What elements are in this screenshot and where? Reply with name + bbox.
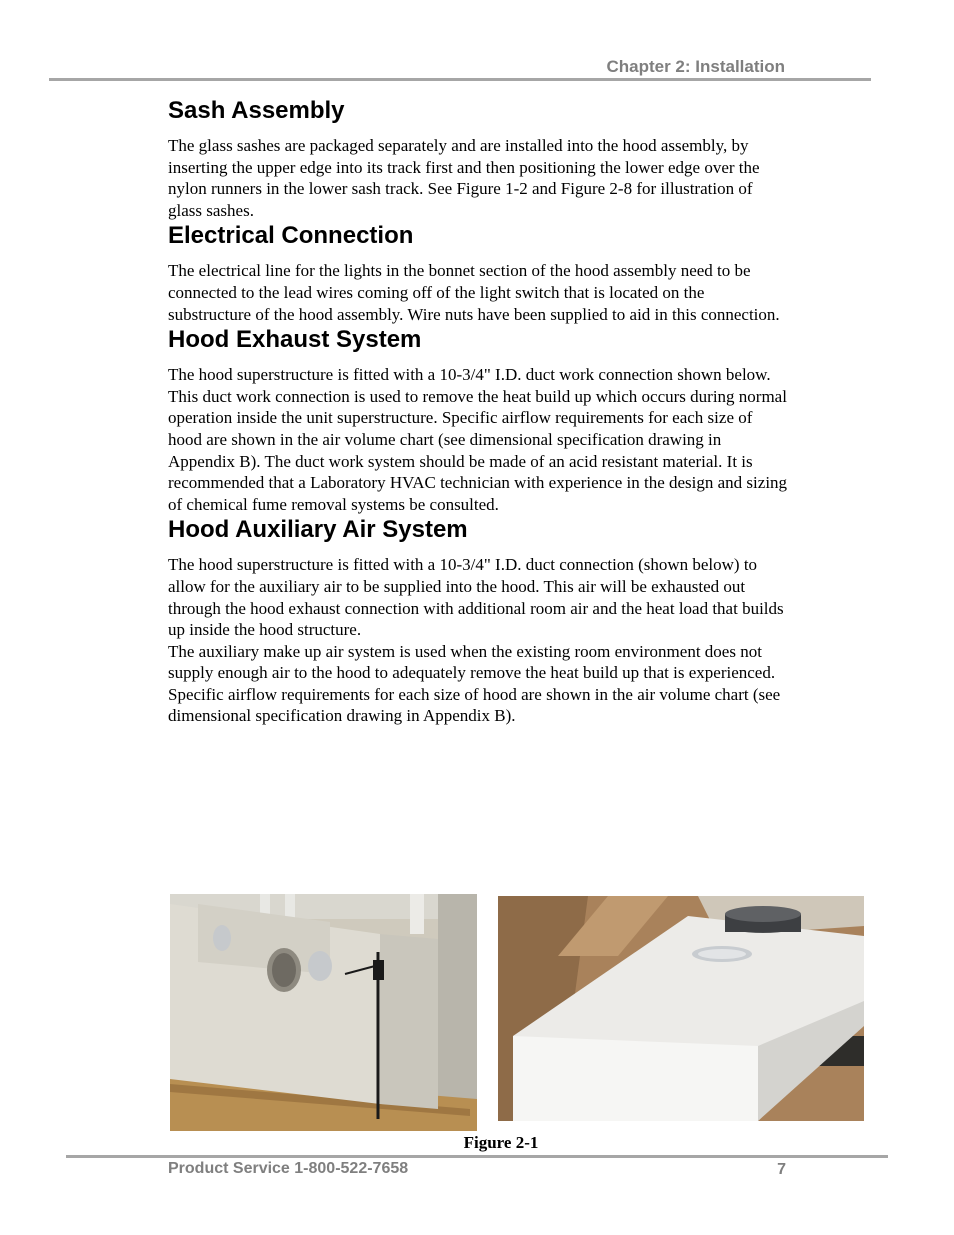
figure-caption: Figure 2-1 xyxy=(463,1133,539,1152)
footer-product-service: Product Service 1-800-522-7658 xyxy=(168,1160,409,1177)
paragraph-auxiliary-2: The auxiliary make up air system is used when the existing room environment does not supply enough air to the hood to adequately remove the heat build up that is experienced. xyxy=(168,641,776,683)
photo-hood-top xyxy=(498,896,864,1121)
running-header-chapter: Chapter 2: Installation xyxy=(606,57,785,76)
paragraph-auxiliary-1: The hood superstructure is fitted with a 10-3/4" I.D. duct connection (shown below) to allow for the auxiliary air to be supplied into the hood. This air will be exhausted out through the hood exhaust connection with additional room air and the heat load that builds up inside the hood structure. xyxy=(168,555,784,640)
paragraph-sash-assembly: The glass sashes are packaged separately and are installed into the hood assembly, by inserting the upper edge into its track first and then positioning the lower edge over the nylon runners in the lower sash track. See Figure 1-2 and Figure 2-8 for illustration of glass sashes. xyxy=(168,136,760,220)
paragraph-auxiliary-3: Specific airflow requirements for each size of hood are shown in the air volume chart (see dimensional specification drawing in Appendix B). xyxy=(168,684,781,726)
heading-sash-assembly: Sash Assembly xyxy=(168,97,345,124)
paragraph-electrical-connection: The electrical line for the lights in the bonnet section of the hood assembly need to be connected to the lead wires coming off of the light switch that is located on the substructure of the hood assembly. Wire nuts have been supplied to aid in this connection. xyxy=(168,261,780,324)
header-rule xyxy=(49,78,871,81)
heading-hood-auxiliary-air-system: Hood Auxiliary Air System xyxy=(168,516,468,544)
photo-hood-front xyxy=(170,894,477,1131)
heading-electrical-connection: Electrical Connection xyxy=(168,222,414,250)
paragraph-hood-exhaust-system: The hood superstructure is fitted with a 10-3/4" I.D. duct work connection shown below. This duct work connection is used to remove the heat build up which occurs during normal operation inside the unit superstructure. Specific airflow requirements for each size of hood are shown in the air volume chart (see dimensional specification drawing in Appendix B). The duct work system should be made of an acid resistant material. It is recommended that a Laboratory HVAC technician with experience in the design and sizing of chemical fume removal systems be consulted. xyxy=(168,365,788,514)
footer-rule xyxy=(66,1155,888,1158)
page-number: 7 xyxy=(777,1161,786,1178)
page-content xyxy=(168,96,788,727)
heading-hood-exhaust-system: Hood Exhaust System xyxy=(168,326,422,354)
